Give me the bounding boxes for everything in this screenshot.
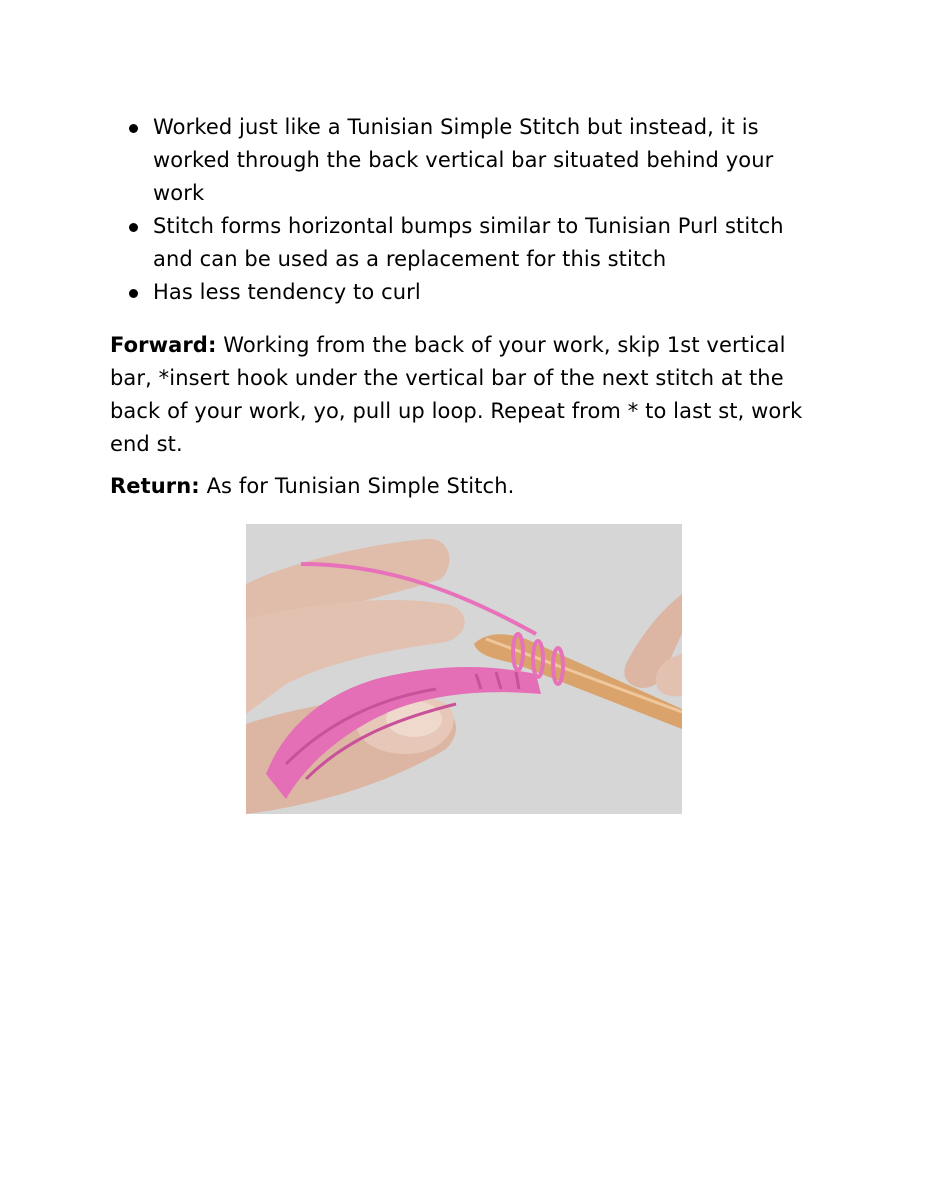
stitch-photo: [246, 524, 682, 814]
return-text: As for Tunisian Simple Stitch.: [199, 474, 515, 498]
feature-bullet-list: [110, 111, 830, 309]
forward-instruction: [110, 329, 830, 461]
bullet-icon: [129, 223, 138, 232]
forward-label: Forward:: [110, 333, 217, 357]
bullet-text: Stitch forms horizontal bumps similar to Tunisian Purl stitch and can be used as a replacement for this stitch: [153, 214, 784, 271]
bullet-text: Worked just like a Tunisian Simple Stitch but instead, it is worked through the back vertical bar situated behind your work: [153, 115, 774, 205]
bullet-icon: [129, 124, 138, 133]
return-instruction: [110, 470, 830, 503]
bullet-text: Has less tendency to curl: [153, 280, 421, 304]
list-item: [110, 276, 830, 309]
list-item: [110, 111, 830, 210]
return-label: Return:: [110, 474, 200, 498]
crochet-hook-photo-illustration: [246, 524, 682, 814]
bullet-icon: [129, 289, 138, 298]
list-item: [110, 210, 830, 276]
forward-text: Working from the back of your work, skip 1st vertical bar, *insert hook under the vertical bar of the next stitch at the back of your work, yo, pull up loop. Repeat from * to last st, work end st.: [110, 333, 803, 456]
